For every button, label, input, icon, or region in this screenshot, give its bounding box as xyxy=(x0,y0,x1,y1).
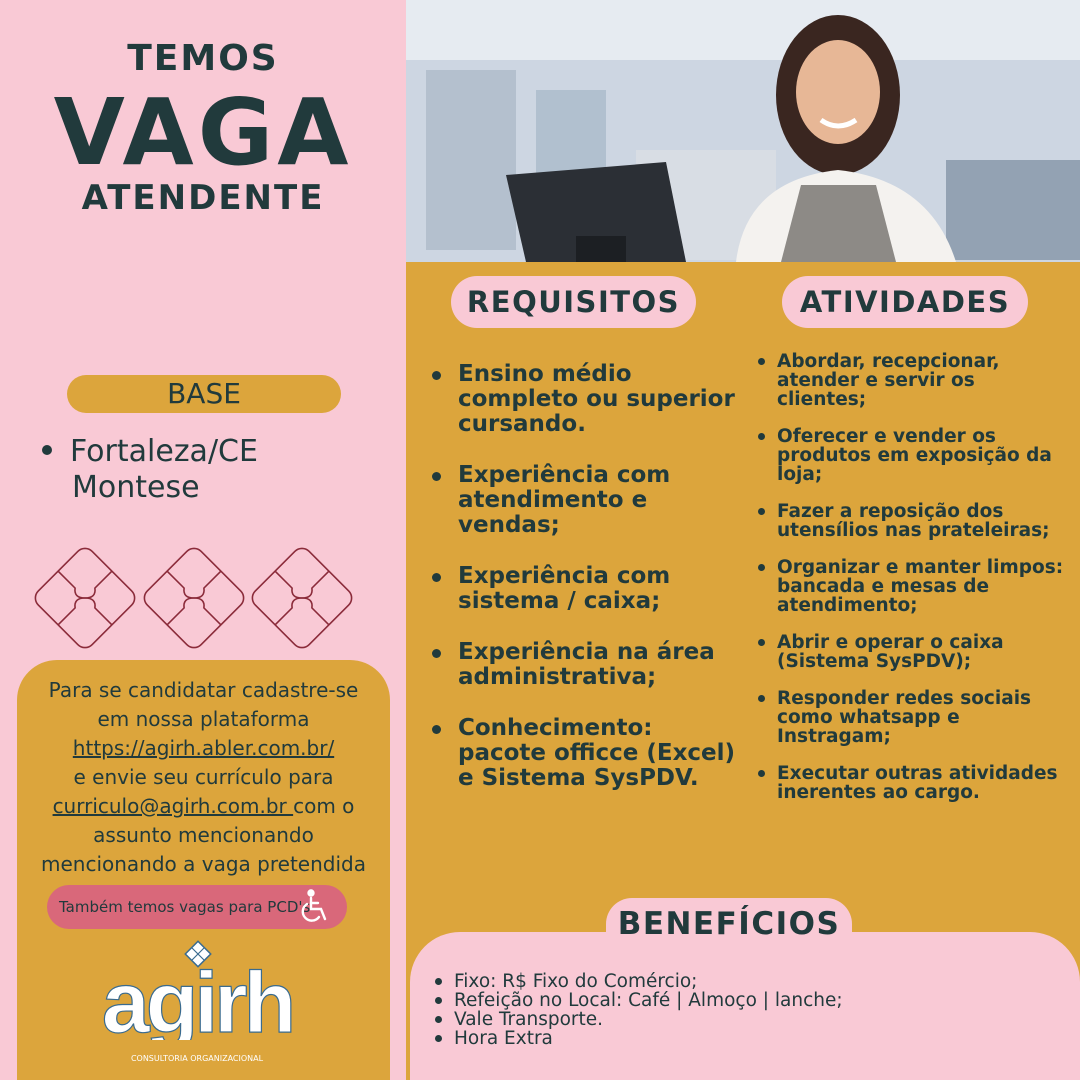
atividades-header: ATIVIDADES xyxy=(782,276,1028,328)
list-item: Experiência com atendimento e vendas; xyxy=(430,463,740,538)
pcd-badge xyxy=(47,885,347,929)
list-item: Refeição no Local: Café | Almoço | lanche; xyxy=(433,991,843,1010)
puzzle-icon xyxy=(248,544,355,651)
apply-line: com o xyxy=(293,794,355,818)
atividades-list xyxy=(756,352,1066,820)
list-item: Executar outras atividades inerentes ao cargo. xyxy=(756,764,1066,802)
base-city: Fortaleza/CE xyxy=(70,434,258,469)
apply-instructions xyxy=(17,676,390,879)
apply-line: Para se candidatar cadastre-se xyxy=(48,678,359,702)
list-item: Abrir e operar o caixa (Sistema SysPDV); xyxy=(756,633,1066,671)
svg-text:agirh: agirh xyxy=(101,955,293,1040)
logo-subtitle: CONSULTORIA ORGANIZACIONAL xyxy=(130,1054,264,1063)
header-vaga: VAGA xyxy=(53,79,353,186)
list-item: Oferecer e vender os produtos em exposição da loja; xyxy=(756,427,1066,484)
base-label: BASE xyxy=(67,375,341,413)
requisitos-list xyxy=(430,362,740,817)
wheelchair-icon xyxy=(299,889,333,942)
pcd-text: Também temos vagas para PCD's xyxy=(59,898,311,916)
list-item: Fixo: R$ Fixo do Comércio; xyxy=(433,972,843,991)
agirh-logo xyxy=(92,940,302,1040)
list-item: Experiência na área administrativa; xyxy=(430,640,740,690)
requisitos-header: REQUISITOS xyxy=(451,276,696,328)
header-atendente: ATENDENTE xyxy=(81,178,325,218)
bullet-icon xyxy=(42,445,52,455)
puzzle-icon xyxy=(31,544,138,651)
list-item: Ensino médio completo ou superior cursando. xyxy=(430,362,740,437)
email-link[interactable]: curriculo@agirh.com.br xyxy=(52,794,294,818)
list-item: Organizar e manter limpos: bancada e mesas de atendimento; xyxy=(756,558,1066,615)
hero-photo xyxy=(406,0,1080,262)
list-item: Conhecimento: pacote officce (Excel) e Sistema SysPDV. xyxy=(430,716,740,791)
platform-link[interactable]: https://agirh.abler.com.br/ xyxy=(72,736,335,760)
list-item: Experiência com sistema / caixa; xyxy=(430,564,740,614)
apply-line: e envie seu currículo para xyxy=(73,765,334,789)
beneficios-list xyxy=(433,972,843,1048)
base-location xyxy=(42,434,258,506)
apply-line: assunto mencionando xyxy=(93,823,314,847)
list-item: Hora Extra xyxy=(433,1029,843,1048)
list-item: Abordar, recepcionar, atender e servir os clientes; xyxy=(756,352,1066,409)
base-district: Montese xyxy=(72,470,200,505)
list-item: Fazer a reposição dos utensílios nas prateleiras; xyxy=(756,502,1066,540)
puzzle-icon xyxy=(140,544,247,651)
apply-line: em nossa plataforma xyxy=(97,707,310,731)
list-item: Vale Transporte. xyxy=(433,1010,843,1029)
header-temos: TEMOS xyxy=(127,38,279,79)
list-item: Responder redes sociais como whatsapp e Instragam; xyxy=(756,689,1066,746)
beneficios-header: BENEFÍCIOS xyxy=(606,898,852,950)
puzzle-icons xyxy=(30,540,370,660)
apply-line: mencionando a vaga pretendida xyxy=(41,852,366,876)
